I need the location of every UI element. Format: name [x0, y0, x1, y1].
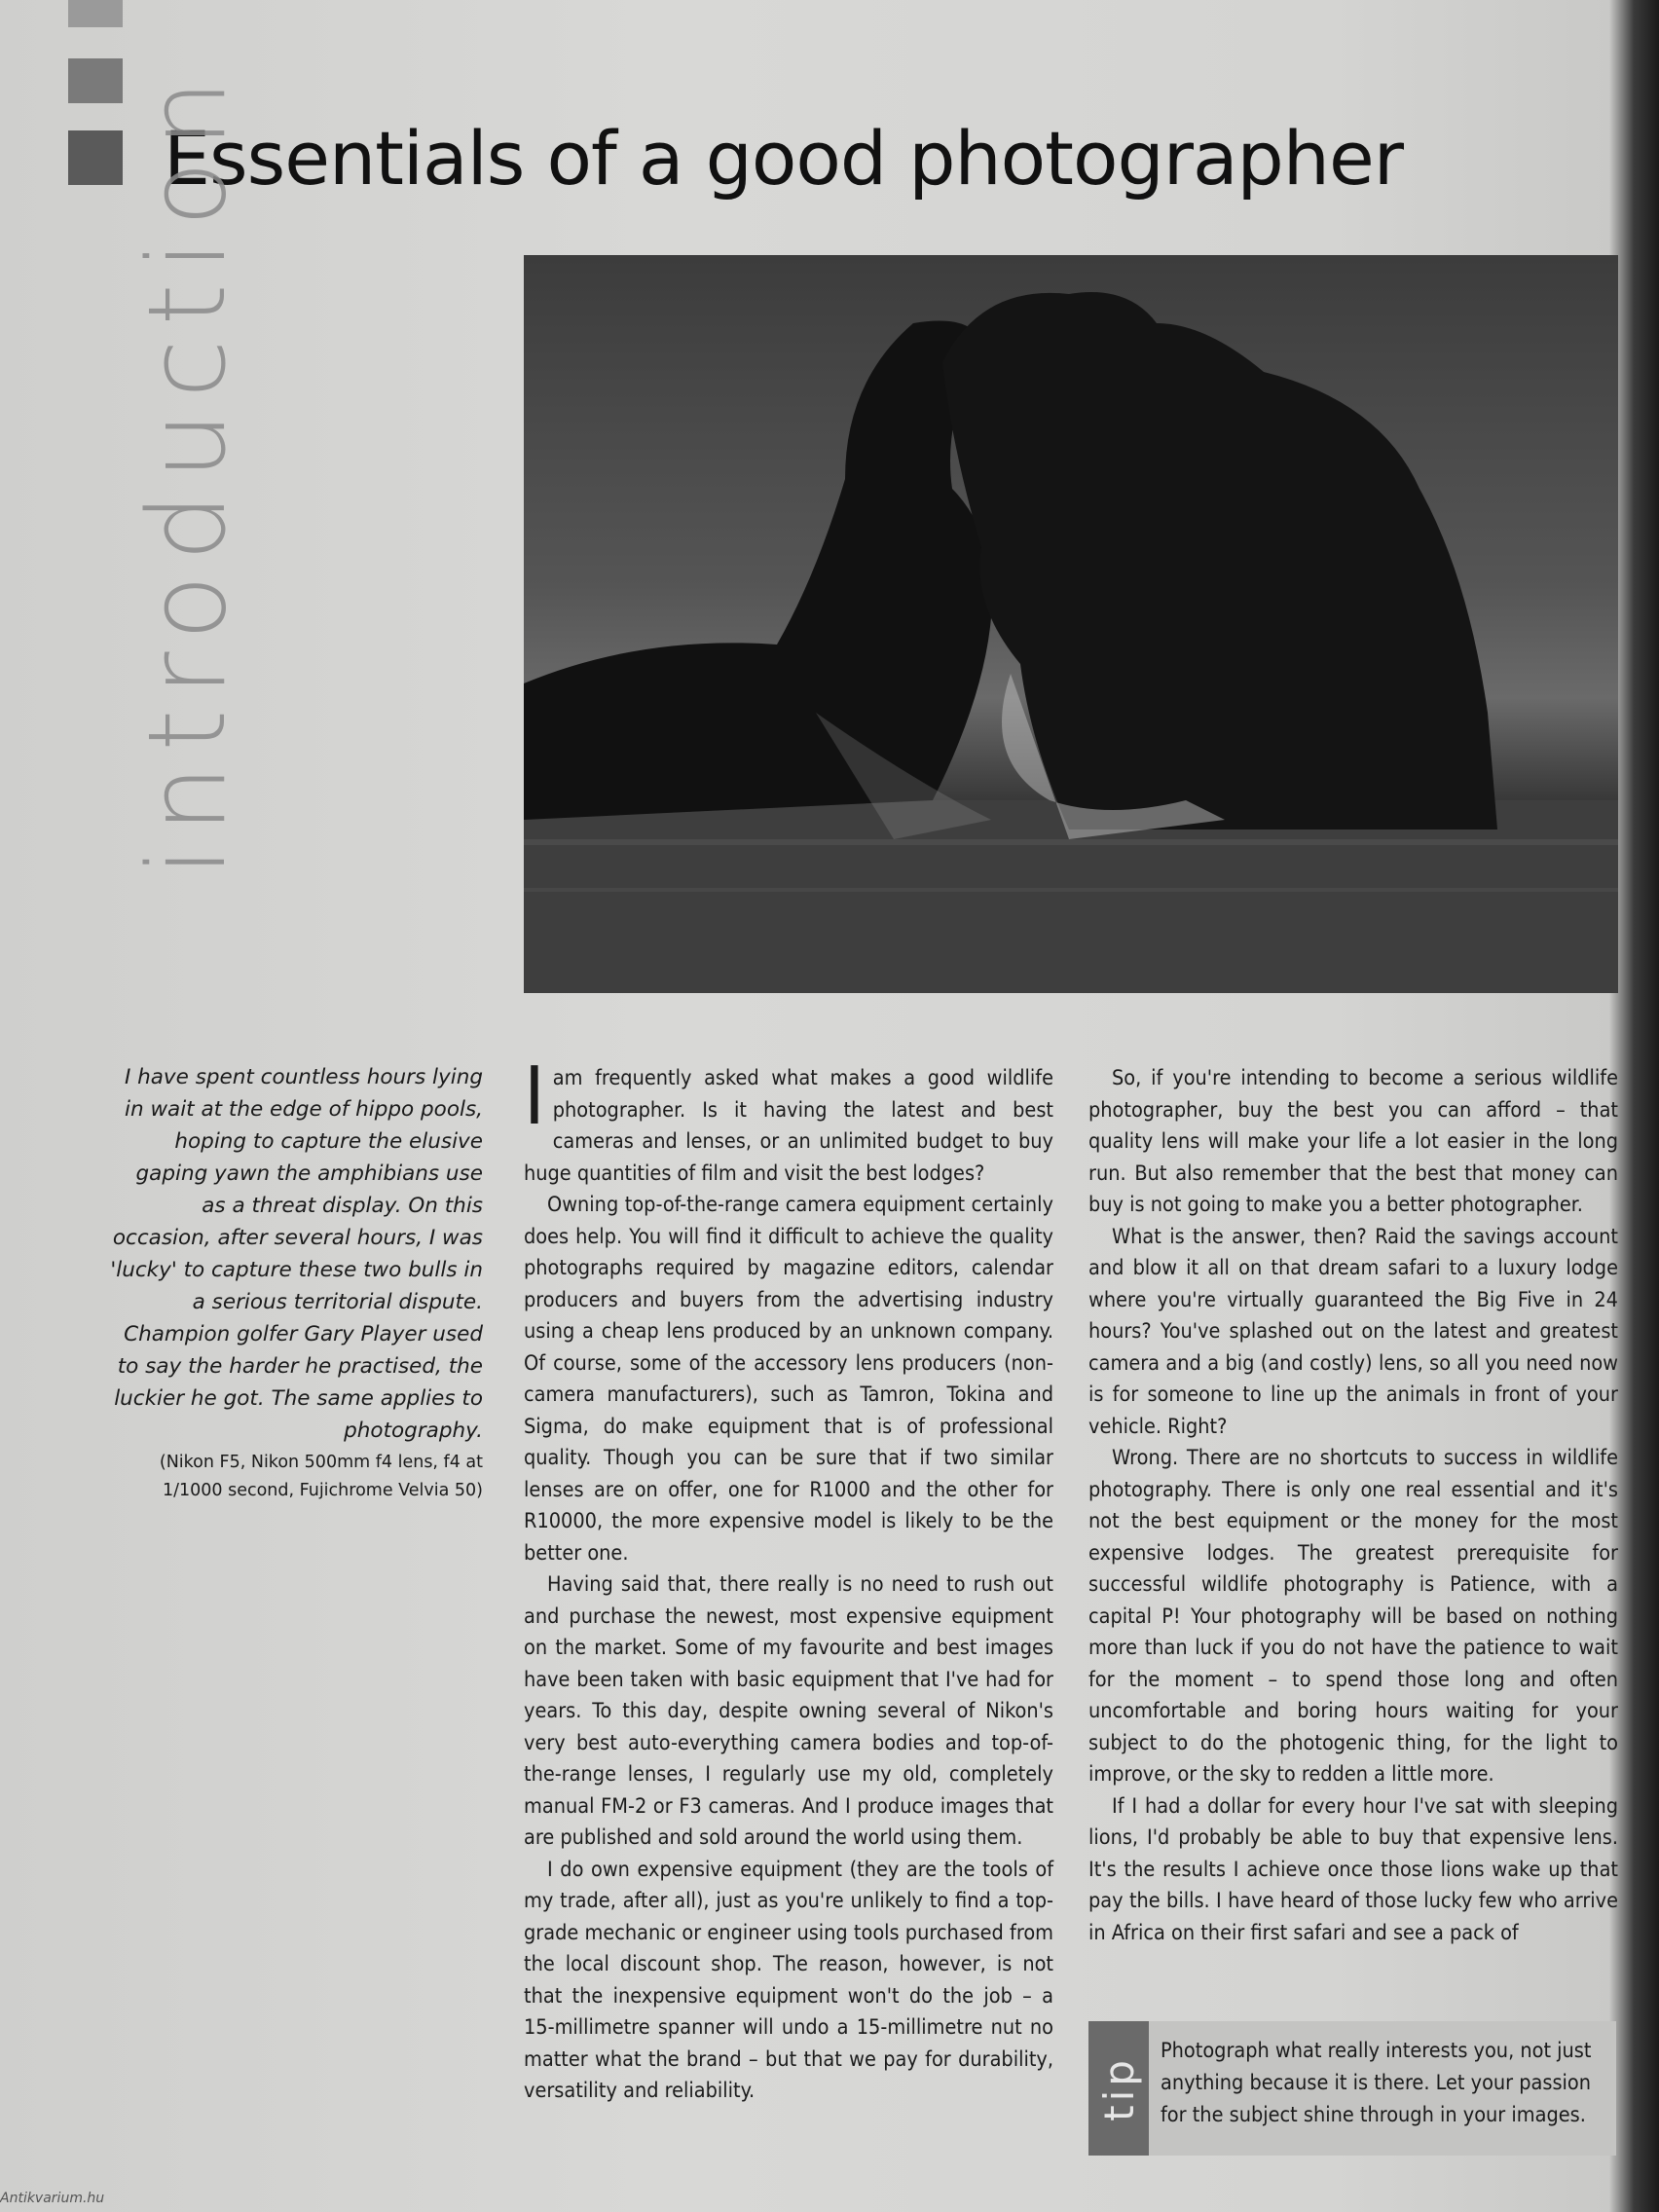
paragraph: If I had a dollar for every hour I've sat with sleeping lions, I'd probably be able to buy that expensive lens. It's the results I achieve once those lions wake up that pay the bills. I have heard of those lucky few who arrive in Africa on their first safari and see a pack of — [1088, 1793, 1618, 1945]
watermark: Antikvarium.hu — [0, 2191, 105, 2206]
paragraph: Having said that, there really is no need to rush out and purchase the newest, most expensive equipment on the market. Some of my favourite and best images have been taken with basic equipment that I've had for years. To this day, despite owning several of Nikon's very best auto-everything camera bodies and top-of-the-range lenses, I regularly use my old, completely manual FM-2 or F3 cameras. And I produce images that are published and sold around the world using them. — [524, 1572, 1053, 1850]
page-title: Essentials of a good photographer — [164, 115, 1403, 202]
dropcap: I — [524, 1051, 545, 1143]
section-label: introduction — [125, 65, 249, 876]
paragraph: Owning top-of-the-range camera equipment certainly does help. You will find it difficult to achieve the quality photographs required by magazine editors, calendar producers and buyers from the advertising industry using a cheap lens produced by an unknown company. Of course, some of the accessory lens producers (non-camera manufacturers), such as Tamron, Tokina and Sigma, do make equipment that is of professional quality. Though you can be sure that if two similar lenses are on offer, one for R1000 and the other for R10000, the more expensive model is likely to be the better one. — [524, 1193, 1053, 1566]
caption-technical: (Nikon F5, Nikon 500mm f4 lens, f4 at 1/1000 second, Fujichrome Velvia 50) — [159, 1453, 483, 1500]
column-2 — [1088, 1063, 1618, 1949]
tip-label-box — [1088, 2021, 1149, 2156]
paragraph: I do own expensive equipment (they are the tools of my trade, after all), just as you're unlikely to find a top-grade mechanic or engineer using tools purchased from the local discount shop. The reason, however, is not that the inexpensive equipment won't do the job – a 15-millimetre spanner will undo a 15-millimetre nut no matter what the brand – but that we pay for durability, versatility and reliability. — [524, 1857, 1053, 2103]
hippo-photo-icon — [524, 255, 1618, 993]
decor-square-1 — [68, 0, 123, 27]
paragraph: Wrong. There are no shortcuts to success in wildlife photography. There is only one real essential and it's not the best equipment or the money for the most expensive lodges. The greatest prerequisite for successful wildlife photography is Patience, with a capital P! Your photography will be based on nothing more than luck if you do not have the patience to wait for the moment – to spend those long and often uncomfortable and boring hours waiting for your subject to do the photogenic thing, for the light to improve, or the sky to redden a little more. — [1088, 1446, 1618, 1787]
caption-text: I have spent countless hours lying in wait at the edge of hippo pools, hoping to capture the elusive gaping yawn the amphibians use as a threat display. On this occasion, after several hours, I was 'lucky' to capture these two bulls in a serious territorial dispute. Champion golfer Gary Player used to say the harder he practised, the luckier he got. The same applies to photography. — [110, 1065, 483, 1443]
decor-square-3 — [68, 130, 123, 185]
paragraph — [524, 1051, 1053, 1190]
column-1 — [524, 1051, 1053, 2108]
tip-text: Photograph what really interests you, not just anything because it is there. Let your passion for the subject shine through in your images. — [1161, 2039, 1592, 2127]
photo-caption — [107, 1061, 483, 1505]
hippo-photo — [524, 255, 1618, 993]
paragraph-text: am frequently asked what makes a good wildlife photographer. Is it having the latest and best cameras and lenses, or an unlimited budget to buy huge quantities of film and visit the best lodges? — [524, 1066, 1053, 1186]
decor-square-2 — [68, 58, 123, 103]
tip-box — [1088, 2021, 1616, 2156]
tip-label: tip — [1094, 2055, 1143, 2121]
paragraph: So, if you're intending to become a serious wildlife photographer, buy the best you can afford – that quality lens will make your life a lot easier in the long run. But also remember that the best that money can buy is not going to make you a better photographer. — [1088, 1066, 1618, 1217]
paragraph: What is the answer, then? Raid the savings account and blow it all on that dream safari to a luxury lodge where you're virtually guaranteed the Big Five in 24 hours? You've splashed out on the latest and greatest camera and a big (and costly) lens, so all you need now is for someone to line up the animals in front of your vehicle. Right? — [1088, 1224, 1618, 1439]
